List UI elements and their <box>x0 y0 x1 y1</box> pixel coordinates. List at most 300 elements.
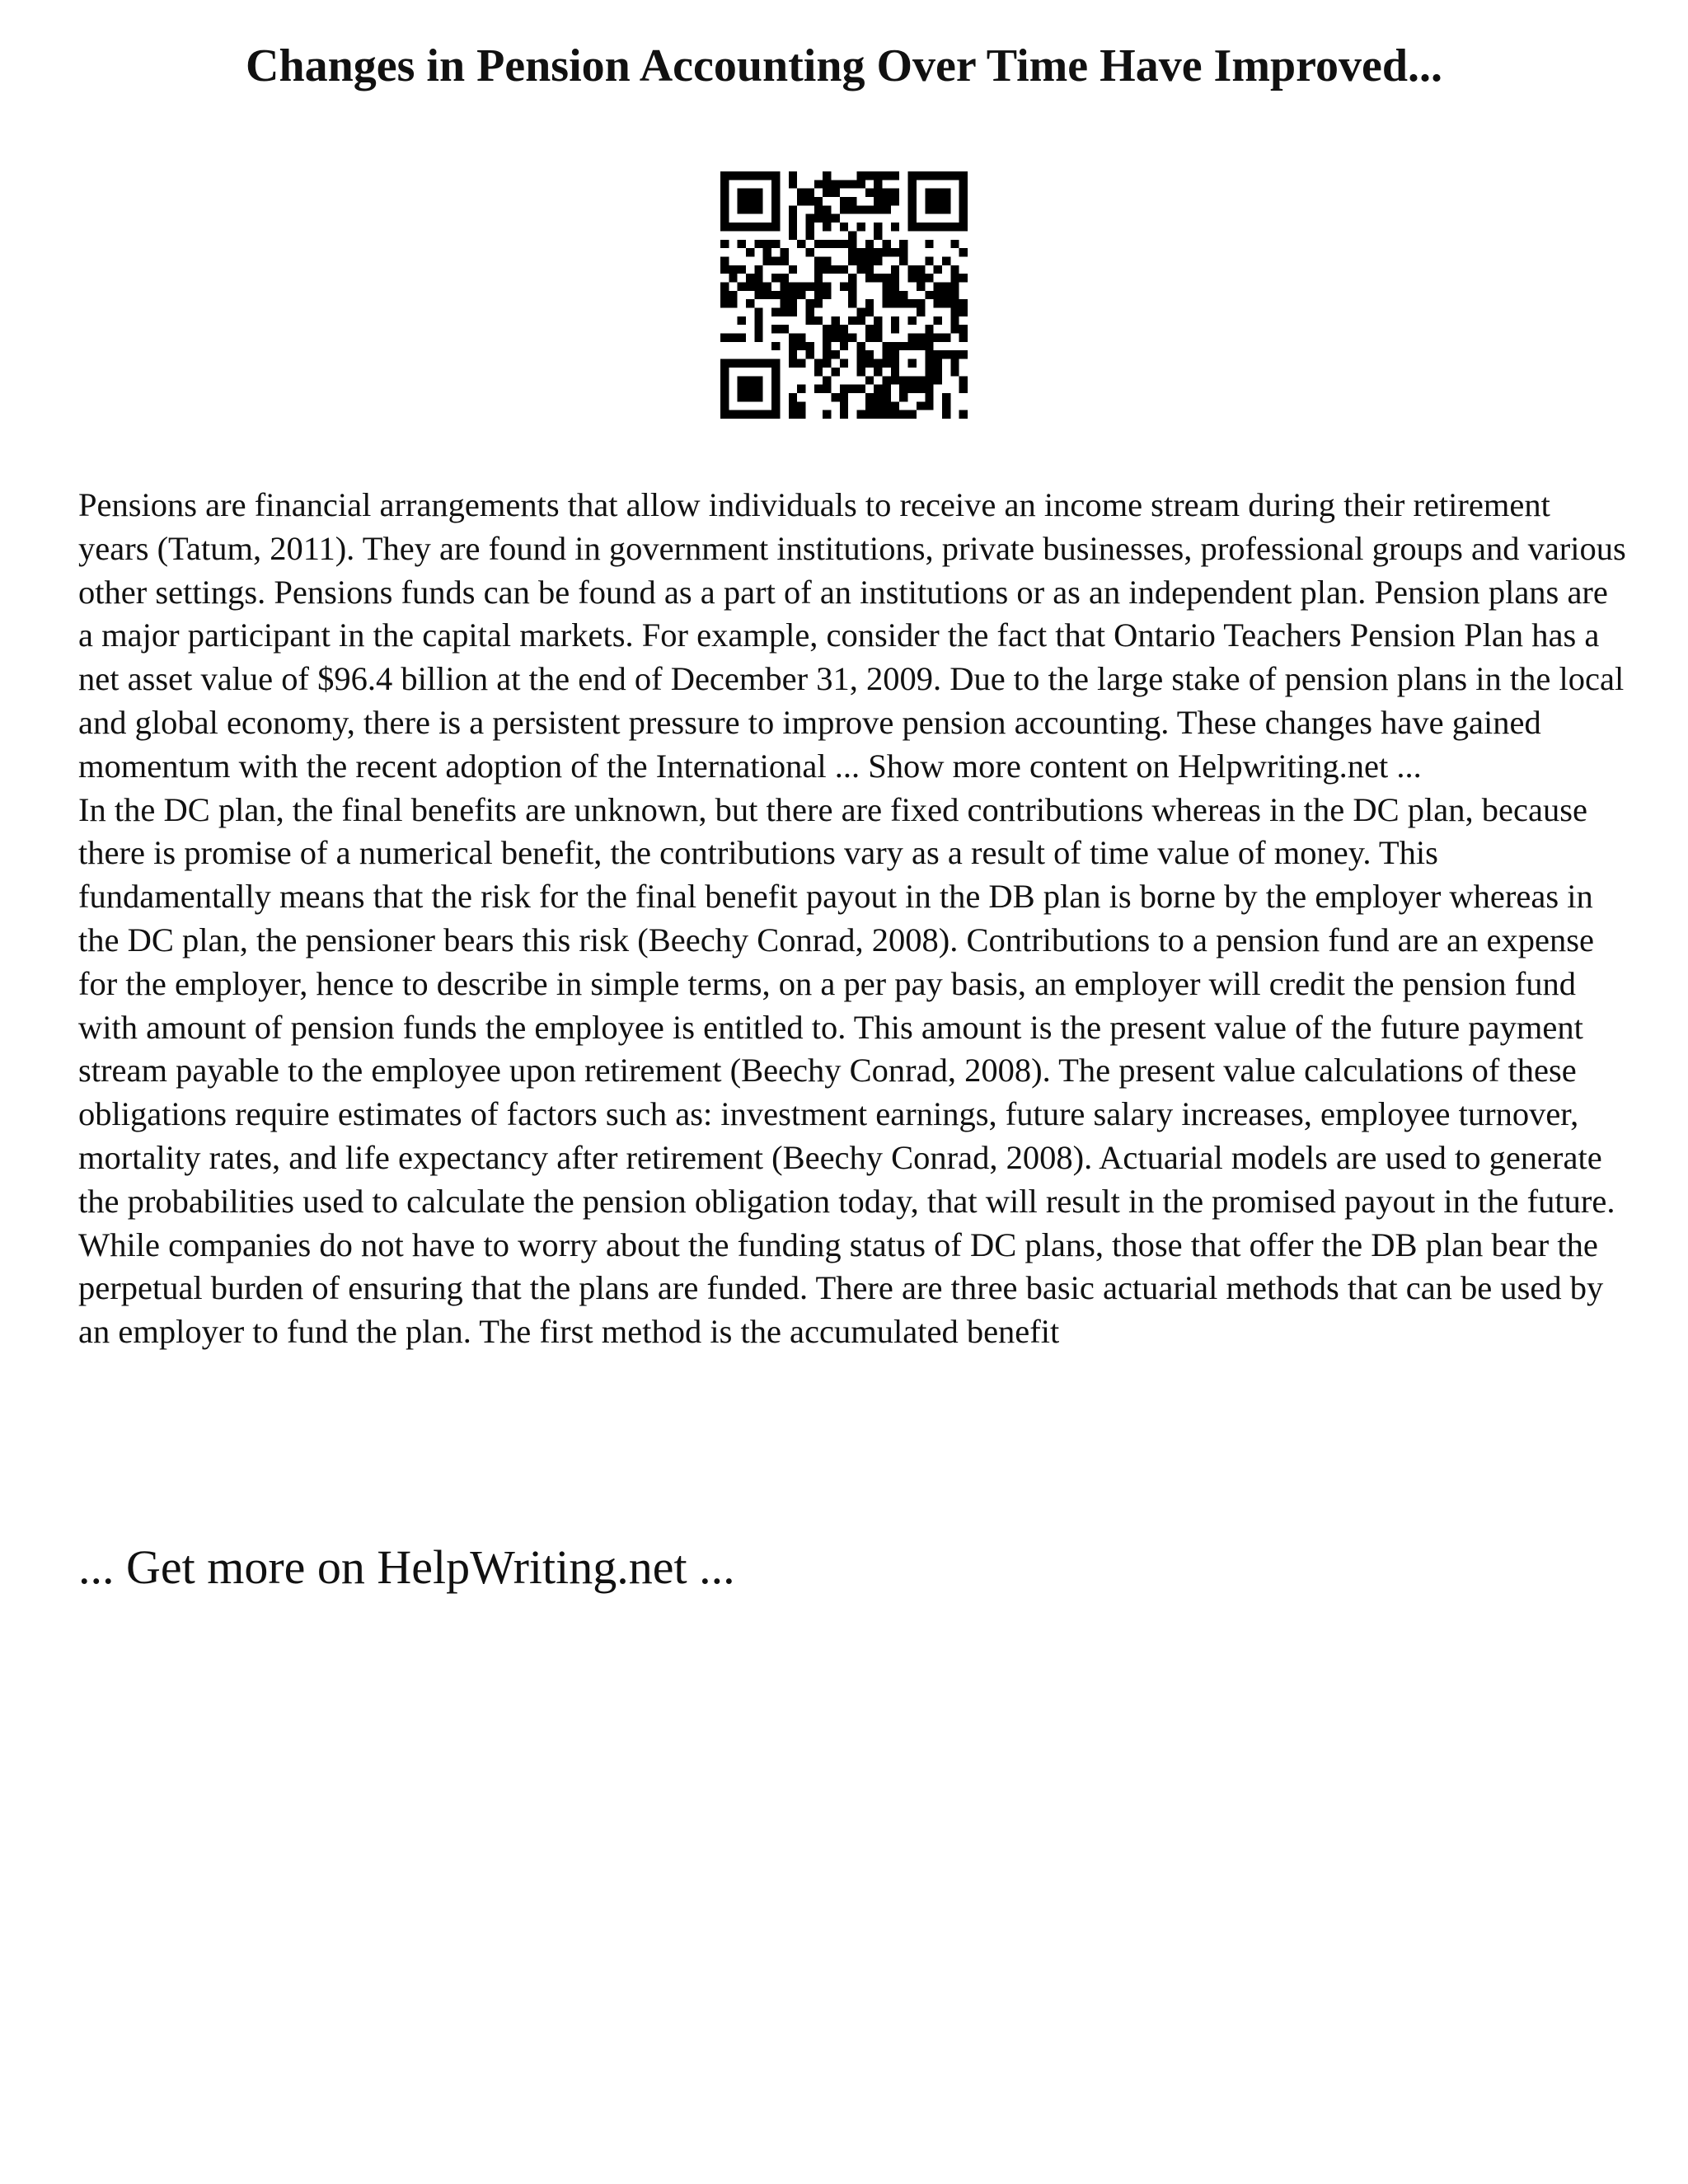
paragraph-intro: Pensions are financial arrangements that allow individuals to receive an income stream during their retirement years (Tatum, 2011). They are found in government institutions, private businesses, professional groups and various other settings. Pensions funds can be found as a part of an institutions or as an independent plan. Pension plans are a major participant in the capital markets. For example, consider the fact that Ontario Teachers Pension Plan has a net asset value of $96.4 billion at the end of December 31, 2009. Due to the large stake of pension plans in the local and global economy, there is a persistent pressure to improve pension accounting. These changes have gained momentum with the recent adoption of the International ... Show more content on Helpwriting.net ... <box>78 486 1626 785</box>
qr-module <box>840 325 848 333</box>
qr-module <box>789 171 797 180</box>
qr-module <box>865 256 874 265</box>
qr-module <box>848 385 856 393</box>
qr-module <box>754 274 762 282</box>
qr-module <box>814 197 823 205</box>
qr-module <box>959 180 968 188</box>
qr-module <box>899 376 907 384</box>
qr-module <box>874 223 882 231</box>
qr-module <box>746 248 754 256</box>
qr-module <box>754 282 762 290</box>
qr-module <box>865 308 874 316</box>
qr-module <box>934 299 942 307</box>
qr-module <box>942 223 950 231</box>
qr-module <box>789 308 797 316</box>
qr-module <box>908 171 917 180</box>
qr-module <box>720 256 729 265</box>
qr-module <box>934 205 942 213</box>
qr-module <box>950 325 959 333</box>
qr-module <box>908 265 917 274</box>
qr-module <box>789 282 797 290</box>
qr-module <box>848 334 856 342</box>
qr-module <box>874 248 882 256</box>
qr-module <box>831 316 839 325</box>
qr-module <box>917 342 925 350</box>
qr-module <box>771 385 780 393</box>
qr-module <box>942 299 950 307</box>
qr-module <box>899 248 907 256</box>
qr-module <box>959 171 968 180</box>
qr-module <box>771 240 780 248</box>
qr-module <box>891 282 899 290</box>
qr-module <box>891 359 899 368</box>
qr-module <box>780 325 788 333</box>
qr-module <box>754 316 762 325</box>
qr-module <box>891 189 899 197</box>
qr-module <box>925 223 933 231</box>
qr-module <box>746 299 754 307</box>
qr-module <box>805 248 814 256</box>
qr-module <box>959 223 968 231</box>
qr-module <box>814 240 823 248</box>
qr-module <box>771 214 780 223</box>
qr-module <box>729 265 737 274</box>
qr-module <box>746 189 754 197</box>
qr-module <box>814 180 823 188</box>
qr-module <box>934 223 942 231</box>
qr-module <box>865 299 874 307</box>
qr-module <box>754 393 762 401</box>
qr-module <box>746 393 754 401</box>
qr-module <box>848 291 856 299</box>
qr-module <box>729 334 737 342</box>
qr-module <box>729 274 737 282</box>
qr-module <box>857 205 865 213</box>
qr-module <box>814 368 823 376</box>
qr-module <box>934 265 942 274</box>
qr-module <box>934 334 942 342</box>
qr-module <box>797 401 805 410</box>
qr-module <box>797 291 805 299</box>
qr-module <box>814 282 823 290</box>
qr-module <box>891 325 899 333</box>
qr-module <box>891 248 899 256</box>
qr-module <box>789 291 797 299</box>
qr-module <box>738 171 746 180</box>
qr-module <box>959 274 968 282</box>
qr-module <box>738 282 746 290</box>
qr-module <box>908 385 917 393</box>
qr-module <box>934 368 942 376</box>
qr-module <box>891 350 899 359</box>
qr-module <box>857 342 865 350</box>
qr-module <box>738 240 746 248</box>
qr-module <box>934 316 942 325</box>
qr-module <box>865 376 874 384</box>
qr-module <box>780 248 788 256</box>
qr-module <box>874 256 882 265</box>
qr-module <box>908 197 917 205</box>
qr-module <box>729 171 737 180</box>
qr-module <box>771 325 780 333</box>
qr-module <box>823 171 831 180</box>
qr-module <box>908 342 917 350</box>
qr-module <box>797 189 805 197</box>
qr-module <box>899 291 907 299</box>
qr-module <box>934 197 942 205</box>
qr-module <box>720 410 729 419</box>
qr-module <box>720 291 729 299</box>
qr-module <box>883 299 891 307</box>
qr-module <box>738 385 746 393</box>
qr-module <box>831 240 839 248</box>
qr-module <box>840 240 848 248</box>
qr-module <box>959 376 968 384</box>
qr-module <box>805 197 814 205</box>
qr-module <box>805 223 814 231</box>
qr-module <box>823 334 831 342</box>
qr-module <box>720 180 729 188</box>
qr-module <box>883 197 891 205</box>
qr-module <box>874 385 882 393</box>
qr-module <box>738 223 746 231</box>
qr-module <box>865 248 874 256</box>
qr-module <box>771 180 780 188</box>
page-title: Changes in Pension Accounting Over Time Have Improved... <box>246 40 1442 91</box>
qr-module <box>883 240 891 248</box>
qr-module <box>950 274 959 282</box>
qr-module <box>925 350 933 359</box>
qr-module <box>746 359 754 368</box>
qr-module <box>771 308 780 316</box>
qr-module <box>857 265 865 274</box>
qr-module <box>823 350 831 359</box>
qr-module <box>950 308 959 316</box>
qr-module <box>729 359 737 368</box>
qr-module <box>763 223 771 231</box>
qr-module <box>814 256 823 265</box>
qr-module <box>865 325 874 333</box>
qr-module <box>917 274 925 282</box>
qr-module <box>959 197 968 205</box>
qr-module <box>789 299 797 307</box>
qr-module <box>950 299 959 307</box>
qr-module <box>908 214 917 223</box>
qr-module <box>720 214 729 223</box>
qr-module <box>908 299 917 307</box>
qr-module <box>823 291 831 299</box>
qr-module <box>934 189 942 197</box>
qr-module <box>857 385 865 393</box>
qr-module <box>857 171 865 180</box>
qr-module <box>763 359 771 368</box>
qr-module <box>738 189 746 197</box>
qr-module <box>874 401 882 410</box>
qr-module <box>917 376 925 384</box>
qr-module <box>771 393 780 401</box>
qr-module <box>754 189 762 197</box>
qr-module <box>942 282 950 290</box>
qr-module <box>874 359 882 368</box>
qr-module <box>754 265 762 274</box>
qr-module <box>797 385 805 393</box>
get-more-link[interactable]: ... Get more on HelpWriting.net ... <box>78 1540 735 1594</box>
qr-module <box>771 368 780 376</box>
qr-module <box>754 385 762 393</box>
qr-module <box>942 410 950 419</box>
qr-module <box>959 325 968 333</box>
qr-module <box>883 385 891 393</box>
qr-module <box>874 205 882 213</box>
qr-module <box>771 376 780 384</box>
qr-module <box>789 393 797 401</box>
qr-module <box>729 223 737 231</box>
qr-module <box>959 189 968 197</box>
qr-module <box>754 359 762 368</box>
qr-module <box>840 393 848 401</box>
qr-module <box>848 248 856 256</box>
qr-module <box>874 410 882 419</box>
qr-module <box>950 171 959 180</box>
qr-module <box>908 205 917 213</box>
qr-module <box>942 171 950 180</box>
qr-module <box>917 308 925 316</box>
qr-module <box>789 214 797 223</box>
qr-module <box>754 334 762 342</box>
qr-module <box>840 401 848 410</box>
qr-module <box>848 316 856 325</box>
qr-module <box>908 274 917 282</box>
qr-module <box>891 316 899 325</box>
qr-module <box>865 401 874 410</box>
qr-module <box>746 410 754 419</box>
qr-module <box>720 205 729 213</box>
qr-module <box>814 214 823 223</box>
qr-module <box>925 385 933 393</box>
qr-module <box>891 376 899 384</box>
qr-module <box>746 376 754 384</box>
qr-module <box>746 282 754 290</box>
qr-module <box>925 274 933 282</box>
qr-module <box>771 171 780 180</box>
qr-module <box>840 342 848 350</box>
qr-module <box>738 197 746 205</box>
qr-module <box>823 359 831 368</box>
qr-module <box>840 180 848 188</box>
qr-module <box>797 410 805 419</box>
qr-module <box>771 359 780 368</box>
qr-module <box>780 256 788 265</box>
qr-module <box>925 376 933 384</box>
qr-module <box>805 282 814 290</box>
qr-module <box>797 342 805 350</box>
qr-module <box>959 308 968 316</box>
qr-module <box>814 205 823 213</box>
qr-module <box>874 274 882 282</box>
qr-module <box>942 401 950 410</box>
qr-module <box>865 274 874 282</box>
qr-module <box>874 393 882 401</box>
qr-module <box>746 171 754 180</box>
qr-module <box>763 256 771 265</box>
qr-module <box>789 265 797 274</box>
qr-module <box>891 342 899 350</box>
qr-module <box>899 410 907 419</box>
qr-module <box>857 256 865 265</box>
qr-module <box>754 325 762 333</box>
qr-module <box>831 214 839 223</box>
qr-module <box>848 274 856 282</box>
qr-module <box>763 171 771 180</box>
qr-module <box>763 240 771 248</box>
qr-module <box>823 342 831 350</box>
qr-module <box>720 299 729 307</box>
qr-module <box>746 385 754 393</box>
qr-module <box>883 376 891 384</box>
qr-module <box>891 197 899 205</box>
qr-module <box>746 274 754 282</box>
qr-module <box>831 393 839 401</box>
qr-module <box>840 334 848 342</box>
qr-module <box>857 180 865 188</box>
qr-module <box>891 299 899 307</box>
qr-module <box>857 350 865 359</box>
qr-module <box>891 171 899 180</box>
qr-module <box>857 248 865 256</box>
qr-module <box>857 410 865 419</box>
qr-module <box>738 393 746 401</box>
qr-module <box>899 299 907 307</box>
qr-module <box>720 240 729 248</box>
qr-module <box>891 401 899 410</box>
qr-module <box>865 393 874 401</box>
qr-module <box>840 385 848 393</box>
qr-module <box>754 197 762 205</box>
qr-module <box>950 368 959 376</box>
qr-module <box>883 171 891 180</box>
qr-module <box>848 240 856 248</box>
qr-module <box>720 393 729 401</box>
qr-module <box>883 291 891 299</box>
qr-module <box>797 359 805 368</box>
qr-module <box>797 282 805 290</box>
qr-module <box>738 316 746 325</box>
qr-module <box>917 334 925 342</box>
qr-module <box>805 299 814 307</box>
qr-module <box>797 197 805 205</box>
qr-module <box>857 316 865 325</box>
qr-module <box>942 291 950 299</box>
qr-module <box>771 291 780 299</box>
qr-code-icon[interactable] <box>720 171 968 419</box>
qr-module <box>823 240 831 248</box>
qr-module <box>848 180 856 188</box>
qr-module <box>823 325 831 333</box>
qr-module <box>848 205 856 213</box>
qr-module <box>865 265 874 274</box>
qr-module <box>780 274 788 282</box>
qr-module <box>848 299 856 307</box>
qr-module <box>950 291 959 299</box>
qr-module <box>925 342 933 350</box>
qr-module <box>891 291 899 299</box>
article-body <box>78 484 1628 1354</box>
qr-module <box>814 359 823 368</box>
qr-module <box>942 197 950 205</box>
qr-module <box>823 189 831 197</box>
qr-module <box>883 205 891 213</box>
qr-module <box>899 342 907 350</box>
qr-module <box>908 189 917 197</box>
qr-module <box>763 282 771 290</box>
qr-module <box>959 410 968 419</box>
qr-module <box>831 180 839 188</box>
qr-module <box>746 223 754 231</box>
qr-module <box>883 274 891 282</box>
qr-module <box>814 385 823 393</box>
qr-module <box>925 197 933 205</box>
qr-module <box>917 385 925 393</box>
qr-module <box>934 171 942 180</box>
qr-module <box>899 385 907 393</box>
qr-module <box>831 368 839 376</box>
qr-module <box>720 189 729 197</box>
qr-module <box>857 368 865 376</box>
qr-module <box>789 180 797 188</box>
qr-module <box>848 282 856 290</box>
qr-module <box>797 334 805 342</box>
qr-module <box>771 410 780 419</box>
qr-module <box>959 334 968 342</box>
qr-module <box>925 334 933 342</box>
qr-module <box>780 291 788 299</box>
qr-module <box>754 308 762 316</box>
qr-module <box>950 223 959 231</box>
qr-module <box>883 410 891 419</box>
qr-module <box>865 350 874 359</box>
qr-module <box>814 316 823 325</box>
qr-module <box>891 368 899 376</box>
qr-module <box>899 240 907 248</box>
qr-module <box>840 205 848 213</box>
qr-module <box>823 376 831 384</box>
qr-module <box>789 359 797 368</box>
qr-module <box>917 171 925 180</box>
qr-module <box>738 205 746 213</box>
qr-module <box>771 274 780 282</box>
qr-module <box>720 368 729 376</box>
qr-module <box>805 214 814 223</box>
qr-module <box>720 265 729 274</box>
qr-module <box>934 291 942 299</box>
qr-module <box>925 359 933 368</box>
qr-module <box>942 205 950 213</box>
qr-module <box>738 410 746 419</box>
qr-module <box>917 401 925 410</box>
qr-module <box>925 368 933 376</box>
qr-module <box>771 256 780 265</box>
qr-module <box>950 359 959 368</box>
qr-module <box>883 189 891 197</box>
qr-module <box>865 205 874 213</box>
qr-module <box>959 205 968 213</box>
qr-module <box>738 334 746 342</box>
qr-module <box>823 205 831 213</box>
qr-module <box>754 205 762 213</box>
qr-module <box>857 359 865 368</box>
qr-module <box>805 189 814 197</box>
qr-module <box>763 291 771 299</box>
